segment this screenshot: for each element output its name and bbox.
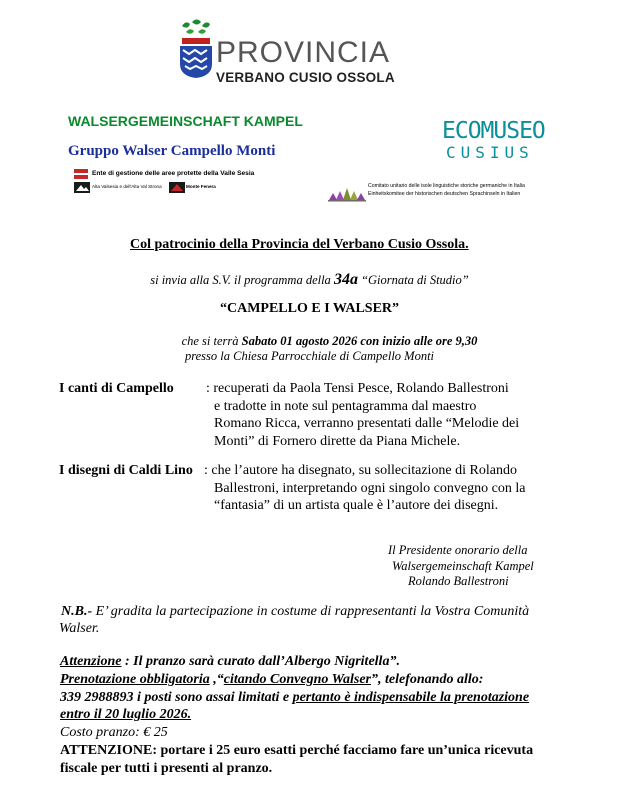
- attenzione2-label: ATTENZIONE:: [60, 742, 157, 758]
- program-line: : recuperati da Paola Tensi Pesce, Rolando Ballestroni: [206, 381, 509, 396]
- ecomuseo-logo: [442, 118, 545, 167]
- attenzione-block: [60, 653, 533, 778]
- attenzione-label: Attenzione: [60, 654, 122, 669]
- program-line: e tradotte in note sul pentagramma dal maestro: [214, 398, 477, 414]
- program-line: Ballestroni, interpretando ogni singolo convegno con la: [214, 480, 526, 496]
- signature-block: [388, 543, 534, 590]
- alta-valsesia-logo-icon: [74, 182, 90, 193]
- attenzione2-text: portare i 25 euro esatti perché facciamo fare un’unica ricevuta: [156, 742, 534, 758]
- attenzione2-line2: fiscale per tutti i presenti al pranzo.: [60, 760, 273, 776]
- walsergemeinschaft-heading: WALSERGEMEINSCHAFT KAMPEL: [68, 113, 303, 129]
- gruppo-heading: Gruppo Walser Campello Monti: [68, 143, 276, 159]
- comitato-huts-icon: [328, 180, 366, 202]
- prenotazione-end: ”, telefonando allo:: [371, 671, 484, 687]
- nb-line2: Walser.: [59, 621, 100, 636]
- program-line: Monti” di Fornero dirette da Piana Michele.: [214, 433, 461, 449]
- ente-flag-icon: [74, 169, 88, 179]
- program-label-canti: I canti di Campello: [59, 381, 174, 396]
- event-location: presso la Chiesa Parrocchiale di Campello Monti: [184, 349, 435, 363]
- logo-subtitle: VERBANO CUSIO OSSOLA: [216, 70, 395, 85]
- program-label-disegni: I disegni di Caldi Lino: [59, 463, 193, 478]
- invia-num: 34a: [333, 271, 358, 288]
- prenotazione-label: Prenotazione obbligatoria: [60, 671, 210, 687]
- signature-line3: Rolando Ballestroni: [408, 574, 509, 588]
- prenotazione-quote: citando Convegno Walser: [223, 671, 372, 687]
- comitato-logo: [328, 180, 558, 204]
- deadline-line: entro il 20 luglio 2026.: [60, 707, 192, 723]
- signature-line2: Walsergemeinschaft Kampel: [392, 558, 534, 573]
- comitato-line1: Comitato unitario delle isole linguistiche storiche germaniche in Italia: [368, 183, 525, 189]
- program-text-canti: [206, 380, 519, 450]
- program-line: : che l’autore ha disegnato, su sollecitazione di Rolando: [204, 463, 517, 478]
- prenotazione-required: pertanto è indispensabile la prenotazione: [292, 689, 530, 705]
- invia-pre: si invia alla S.V. il programma della: [150, 273, 331, 287]
- cost-line: Costo pranzo: € 25: [60, 725, 168, 741]
- attenzione-text: : Il pranzo sarà curato dall’Albergo Nigritella”.: [121, 654, 400, 669]
- signature-line1: Il Presidente onorario della: [388, 543, 528, 557]
- event-date-line: [0, 334, 619, 349]
- ente-small-2: Monte Fenera: [186, 184, 216, 189]
- provincia-crest-icon: [176, 18, 216, 78]
- event-title: “CAMPELLO E I WALSER”: [219, 301, 400, 316]
- comitato-line2: Einheitskomitee der historischen deutschen Sprachinseln in Italien: [368, 191, 521, 197]
- ente-logos: [74, 168, 294, 196]
- ente-label: Ente di gestione delle aree protette della Valle Sesia: [92, 170, 255, 177]
- nb-line1: E’ gradita la partecipazione in costume di rappresentanti la Vostra Comunità: [92, 604, 530, 619]
- logo-title: PROVINCIA: [216, 36, 391, 69]
- date-pre: che si terrà: [181, 334, 239, 348]
- nb-label: N.B.-: [61, 604, 93, 619]
- nb-note: [61, 603, 529, 637]
- ente-small-1: Alta Valsesia e dell'Alta Val Strona: [92, 184, 162, 189]
- invia-post: “Giornata di Studio”: [361, 273, 469, 287]
- patrocinio-line: Col patrocinio della Provincia del Verbano Cusio Ossola.: [130, 237, 469, 252]
- ecomuseo-line2: CUSIUS: [446, 143, 534, 162]
- program-line: “fantasia” di un artista quale è l’autore dei disegni.: [214, 498, 499, 514]
- invia-line: [0, 271, 619, 289]
- prenotazione-mid: ,“: [209, 671, 224, 687]
- phone-line: 339 2988893 i posti sono assai limitati e: [60, 689, 293, 705]
- program-line: Romano Ricca, verranno presentati dalle “Melodie dei: [214, 416, 520, 432]
- ecomuseo-line1: ECOMUSEO: [442, 118, 545, 144]
- monte-fenera-logo-icon: [169, 182, 185, 193]
- date-bold: Sabato 01 agosto 2026 con inizio alle ore 9,30: [241, 334, 478, 348]
- program-text-disegni: [204, 462, 525, 515]
- provincia-logo: [176, 16, 395, 88]
